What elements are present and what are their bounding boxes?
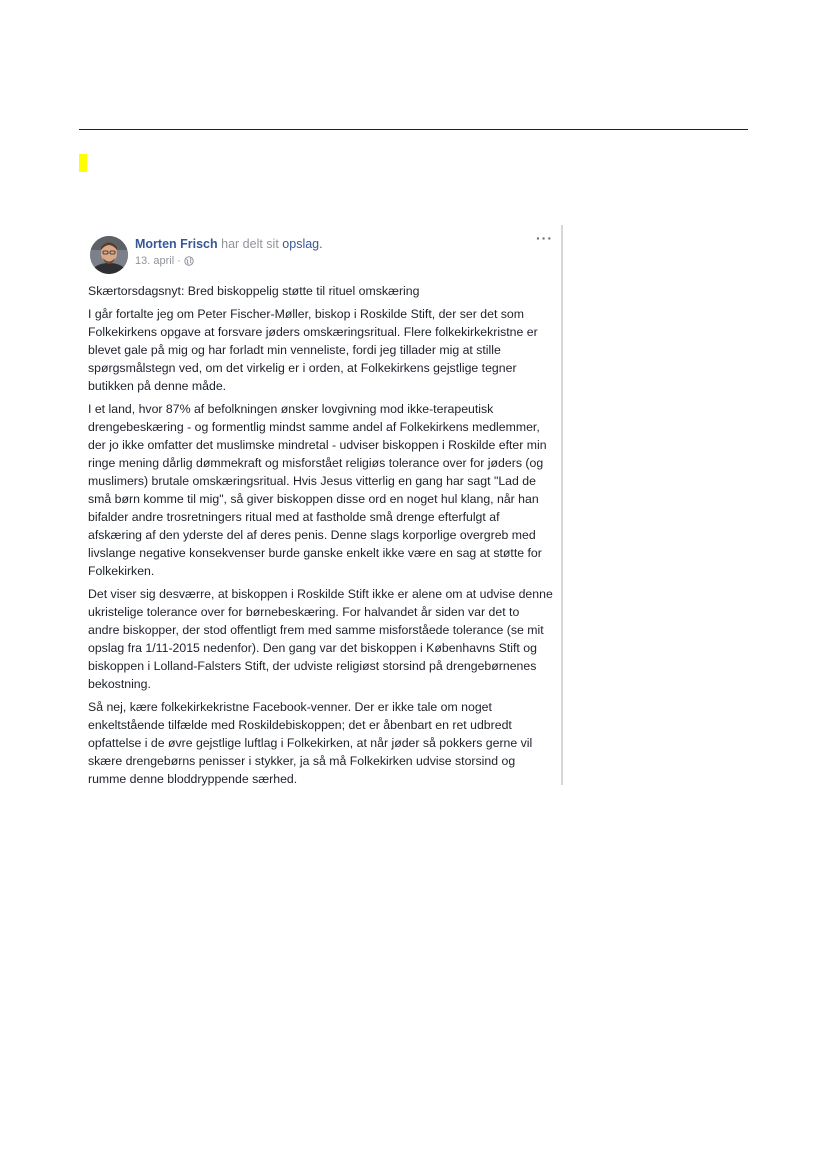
more-options-icon[interactable]: ··· xyxy=(536,230,553,246)
post-title: Skærtorsdagsnyt: Bred biskoppelig støtte til rituel omskæring xyxy=(88,284,420,298)
meta-separator: · xyxy=(177,255,181,267)
post-paragraph: Det viser sig desværre, at biskoppen i Roskilde Stift ikke er alene om at udvise denne ukristelige tolerance over for børnebeskæring. For halvandet år siden var det to andre biskopper, der stod offentligt frem med samme misforståede tolerance (se mit opslag fra 1/11-2015 nedenfor). Den gang var det biskoppen i Københavns Stift og biskoppen i Lolland-Falsters Stift, der udviste religiøst storsind på drengebørnenes bekostning. xyxy=(88,587,553,691)
author-line xyxy=(135,236,553,252)
post-paragraph: Så nej, kære folkekirkekristne Facebook-venner. Der er ikke tale om noget enkeltstående tilfælde med Roskildebiskoppen; det er åbenbart en ret udbredt opfattelse i de øvre gejstlige luftlag i Folkekirken, at når jøder så pokkers gerne vil skære drengebørns penisser i stykker, ja så må Folkekirken udvise storsind og rumme denne bloddryppende særhed. xyxy=(88,700,533,786)
globe-icon[interactable] xyxy=(184,256,194,266)
avatar[interactable] xyxy=(90,236,128,274)
facebook-post xyxy=(80,225,563,785)
post-paragraph: I går fortalte jeg om Peter Fischer-Møller, biskop i Roskilde Stift, der ser det som Folkekirkens opgave at forsvare jøders omskæringsritual. Flere folkekirkekristne er blevet gale på mig og har forladt min venneliste, fordi jeg tillader mig at stille spørgsmålstegn ved, om det virkelig er i orden, at Folkekirkens gejstlige tegner butikken på denne måde. xyxy=(88,307,538,393)
shared-post-link[interactable]: opslag. xyxy=(282,237,323,251)
post-body xyxy=(88,282,554,793)
post-header xyxy=(135,236,553,268)
horizontal-rule xyxy=(79,129,748,130)
author-name-link[interactable]: Morten Frisch xyxy=(135,237,218,251)
yellow-highlight-mark xyxy=(79,154,87,172)
post-meta xyxy=(135,254,553,268)
post-paragraph: I et land, hvor 87% af befolkningen ønsker lovgivning mod ikke-terapeutisk drengebeskæring - og formentlig mindst samme andel af Folkekirkens medlemmer, der jo ikke omfatter det muslimske mindretal - udviser biskoppen i Roskilde efter min ringe mening dårlig dømmekraft og misforstået religiøs tolerance over for jøders (og muslimers) brutale omskæringsritual. Hvis Jesus vitterlig en gang har sagt "Lad de små børn komme til mig", så giver biskoppen disse ord en noget hul klang, når han bifalder andre trosretningers ritual med at fastholde små drenge efterfulgt af afskæring af den yderste del af deres penis. Denne slags korporlige overgreb med livslange negative konsekvenser burde ganske enkelt ikke være en sag at støtte for Folkekirken. xyxy=(88,402,547,578)
profile-photo xyxy=(90,236,128,274)
action-text: har delt sit xyxy=(221,237,279,251)
post-date[interactable]: 13. april xyxy=(135,255,175,267)
